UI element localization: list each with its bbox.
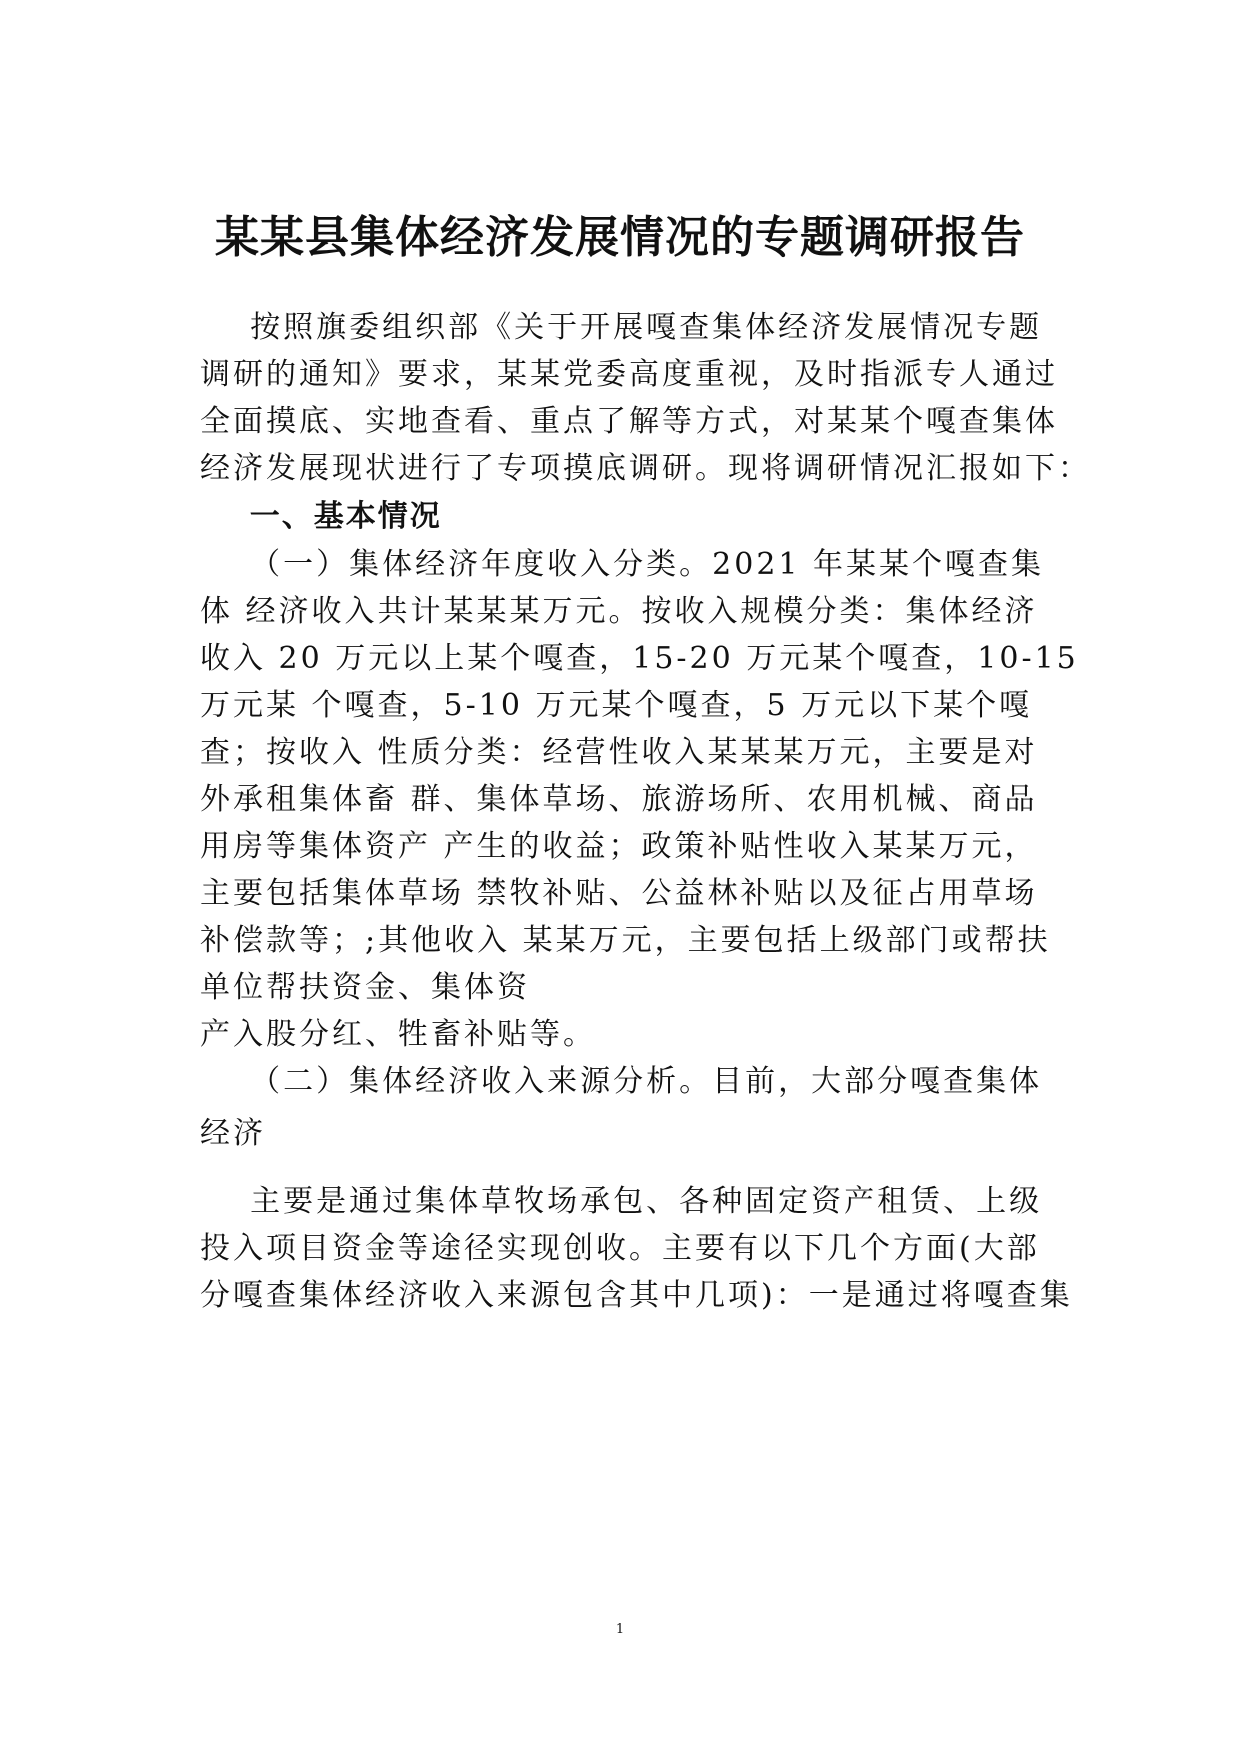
paragraph-line: 补偿款等；;其他收入 某某万元，主要包括上级部门或帮扶 bbox=[200, 923, 1051, 958]
paragraph-line: 全面摸底、实地查看、重点了解等方式，对某某个嘎查集体 bbox=[200, 404, 1058, 439]
paragraph-line: 按照旗委组织部《关于开展嘎查集体经济发展情况专题 bbox=[200, 310, 1043, 345]
paragraph-line: 主要是通过集体草牧场承包、各种固定资产租赁、上级 bbox=[200, 1184, 1043, 1219]
paragraph-line: 收入 20 万元以上某个嘎查，15-20 万元某个嘎查，10-15 bbox=[200, 641, 1079, 676]
paragraph-line: 投入项目资金等途径实现创收。主要有以下几个方面(大部 bbox=[200, 1231, 1040, 1266]
paragraph-line: 外承租集体畜 群、集体草场、旅游场所、农用机械、商品 bbox=[200, 782, 1038, 817]
section-heading: 一、基本情况 bbox=[200, 499, 442, 534]
paragraph-line: 产入股分红、牲畜补贴等。 bbox=[200, 1017, 596, 1052]
paragraph-line: 体 经济收入共计某某某万元。按收入规模分类：集体经济 bbox=[200, 594, 1038, 629]
paragraph-line: 万元某 个嘎查，5-10 万元某个嘎查，5 万元以下某个嘎 bbox=[200, 688, 1033, 723]
paragraph-line: 调研的通知》要求，某某党委高度重视，及时指派专人通过 bbox=[200, 357, 1058, 392]
paragraph-line: 用房等集体资产 产生的收益；政策补贴性收入某某万元， bbox=[200, 829, 1038, 864]
paragraph-line: （二）集体经济收入来源分析。目前，大部分嘎查集体 bbox=[200, 1064, 1043, 1099]
paragraph-line: 分嘎查集体经济收入来源包含其中几项)：一是通过将嘎查集 bbox=[200, 1278, 1073, 1313]
document-title: 某某县集体经济发展情况的专题调研报告 bbox=[215, 212, 1025, 263]
paragraph-line: 查；按收入 性质分类：经营性收入某某某万元，主要是对 bbox=[200, 735, 1038, 770]
paragraph-line: 经济 bbox=[200, 1116, 266, 1151]
paragraph-line: 经济发展现状进行了专项摸底调研。现将调研情况汇报如下： bbox=[200, 451, 1091, 486]
paragraph-line: （一）集体经济年度收入分类。2021 年某某个嘎查集 bbox=[200, 547, 1045, 582]
paragraph-line: 单位帮扶资金、集体资 bbox=[200, 970, 530, 1005]
paragraph-line: 主要包括集体草场 禁牧补贴、公益林补贴以及征占用草场 bbox=[200, 876, 1038, 911]
page-number: 1 bbox=[615, 1622, 625, 1637]
